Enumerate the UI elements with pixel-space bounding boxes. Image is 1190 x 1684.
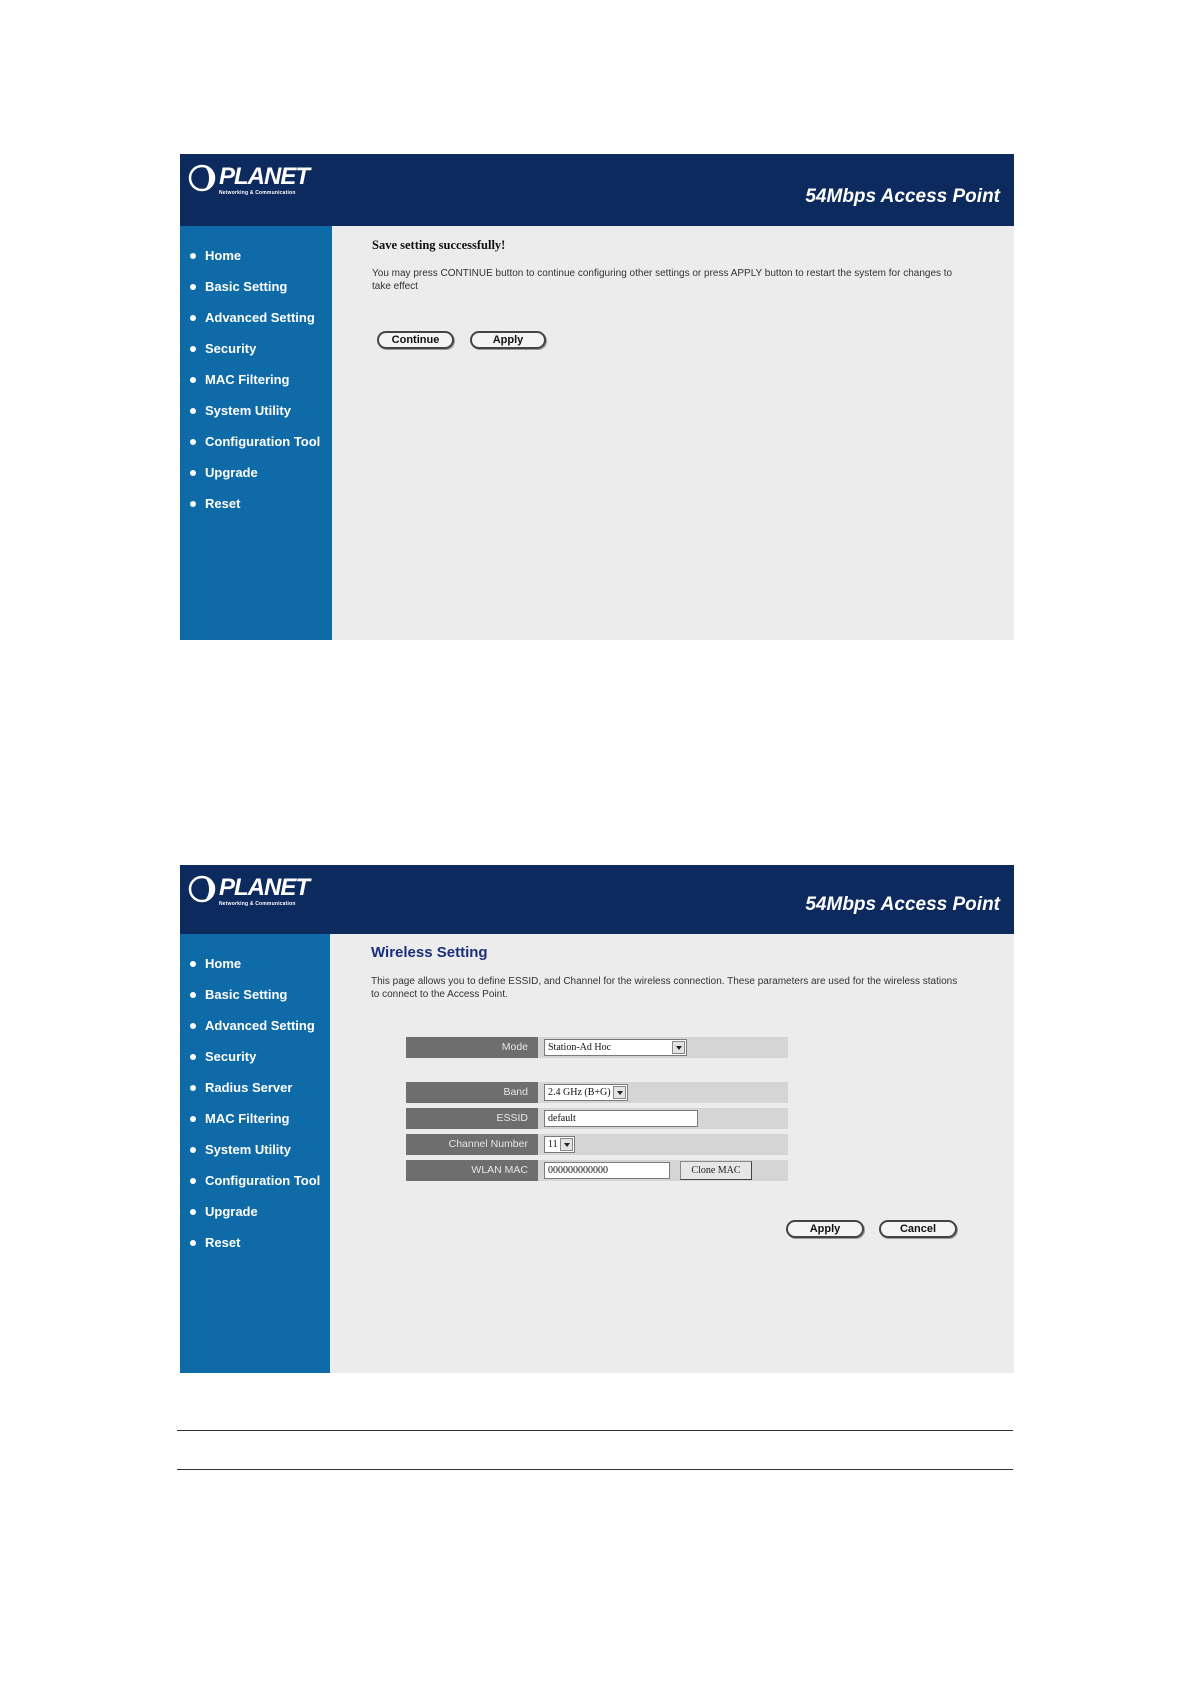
mode-value: Station-Ad Hoc [548,1042,612,1053]
sidebar-item-security[interactable] [190,1041,320,1072]
form-row-band [406,1082,788,1103]
sidebar [180,226,332,640]
page-title: Wireless Setting [371,944,488,961]
band-select[interactable] [544,1084,628,1101]
bullet-dot-icon [190,439,196,445]
message-title: Save setting successfully! [372,238,506,252]
bullet-dot-icon [190,1147,196,1153]
sidebar-item-label: System Utility [205,403,291,418]
sidebar-item-mac-filtering[interactable] [190,364,320,395]
sidebar-item-radius-server[interactable] [190,1072,320,1103]
header-banner [180,865,1014,934]
bullet-dot-icon [190,1116,196,1122]
bullet-dot-icon [190,992,196,998]
sidebar-item-system-utility[interactable] [190,395,320,426]
bullet-dot-icon [190,501,196,507]
bullet-dot-icon [190,253,196,259]
sidebar-item-label: Home [205,248,242,263]
product-title: 54Mbps Access Point [805,894,1000,915]
sidebar-item-mac-filtering[interactable] [190,1103,320,1134]
sidebar-item-label: Upgrade [205,1204,258,1219]
bullet-dot-icon [190,470,196,476]
bullet-dot-icon [190,1085,196,1091]
sidebar-item-configuration-tool[interactable] [190,426,320,457]
bullet-dot-icon [190,377,196,383]
sidebar-item-label: Basic Setting [205,987,288,1002]
logo-wordmark: PLANET [219,163,309,190]
sidebar-item-label: System Utility [205,1142,291,1157]
bullet-dot-icon [190,315,196,321]
channel-value: 11 [548,1139,558,1150]
chevron-down-icon [672,1041,685,1054]
message-text: You may press CONTINUE button to continue configuring other settings or press APPLY button to restart the system for changes to take effect [372,268,953,292]
wlan-mac-label: WLAN MAC [406,1160,538,1181]
wlan-mac-input[interactable]: 000000000000 [544,1162,670,1179]
horizontal-rule [177,1469,1013,1470]
cancel-button[interactable]: Cancel [879,1220,957,1238]
logo-wordmark: PLANET [219,874,309,901]
form-row-essid [406,1108,788,1129]
planet-globe-icon [188,164,216,192]
planet-logo [188,875,309,907]
sidebar-item-label: Advanced Setting [205,1018,315,1033]
sidebar-item-basic-setting[interactable] [190,271,320,302]
sidebar [180,934,330,1373]
essid-input[interactable]: default [544,1110,698,1127]
planet-logo [188,164,309,196]
continue-button[interactable]: Continue [377,331,454,349]
bullet-dot-icon [190,1023,196,1029]
bullet-dot-icon [190,284,196,290]
sidebar-item-advanced-setting[interactable] [190,302,320,333]
sidebar-item-label: MAC Filtering [205,372,290,387]
sidebar-item-reset[interactable] [190,488,320,519]
sidebar-item-system-utility[interactable] [190,1134,320,1165]
logo-tagline: Networking & Communication [219,901,296,907]
sidebar-item-upgrade[interactable] [190,1196,320,1227]
essid-label: ESSID [406,1108,538,1129]
bullet-dot-icon [190,961,196,967]
page-description: This page allows you to define ESSID, and Channel for the wireless connection. These parameters are used for the wireless stations to connect to the Access Point. [371,976,958,1000]
sidebar-item-configuration-tool[interactable] [190,1165,320,1196]
mode-select[interactable] [544,1039,687,1056]
mode-label: Mode [406,1037,538,1058]
band-label: Band [406,1082,538,1103]
sidebar-item-label: Security [205,1049,257,1064]
sidebar-item-upgrade[interactable] [190,457,320,488]
header-banner [180,154,1014,226]
bullet-dot-icon [190,1209,196,1215]
chevron-down-icon [613,1086,626,1099]
sidebar-nav [190,948,320,1258]
main-content [371,944,991,1001]
sidebar-item-home[interactable] [190,948,320,979]
apply-button[interactable]: Apply [786,1220,864,1238]
sidebar-item-security[interactable] [190,333,320,364]
sidebar-item-basic-setting[interactable] [190,979,320,1010]
wireless-setting-screen [180,865,1014,1373]
sidebar-item-label: Security [205,341,257,356]
form-row-channel [406,1134,788,1155]
clone-mac-button[interactable]: Clone MAC [680,1161,752,1180]
main-content [372,238,992,293]
sidebar-item-label: Advanced Setting [205,310,315,325]
sidebar-item-label: Upgrade [205,465,258,480]
sidebar-item-label: Configuration Tool [205,1173,321,1188]
sidebar-item-label: Home [205,956,242,971]
bullet-dot-icon [190,408,196,414]
bullet-dot-icon [190,1054,196,1060]
sidebar-item-advanced-setting[interactable] [190,1010,320,1041]
sidebar-item-label: Reset [205,1235,241,1250]
logo-tagline: Networking & Communication [219,190,296,196]
channel-select[interactable] [544,1136,575,1153]
sidebar-item-label: MAC Filtering [205,1111,290,1126]
sidebar-item-label: Basic Setting [205,279,288,294]
planet-globe-icon [188,875,216,903]
save-success-screen [180,154,1014,640]
band-value: 2.4 GHz (B+G) [548,1087,611,1098]
form-row-wlan-mac [406,1160,788,1181]
chevron-down-icon [560,1138,573,1151]
channel-label: Channel Number [406,1134,538,1155]
form-row-mode [406,1037,788,1058]
sidebar-item-label: Configuration Tool [205,434,321,449]
bullet-dot-icon [190,1240,196,1246]
bullet-dot-icon [190,1178,196,1184]
horizontal-rule [177,1430,1013,1431]
product-title: 54Mbps Access Point [805,186,1000,207]
apply-button[interactable]: Apply [470,331,546,349]
sidebar-nav [190,240,320,519]
sidebar-item-label: Radius Server [205,1080,293,1095]
sidebar-item-label: Reset [205,496,241,511]
sidebar-item-home[interactable] [190,240,320,271]
bullet-dot-icon [190,346,196,352]
sidebar-item-reset[interactable] [190,1227,320,1258]
